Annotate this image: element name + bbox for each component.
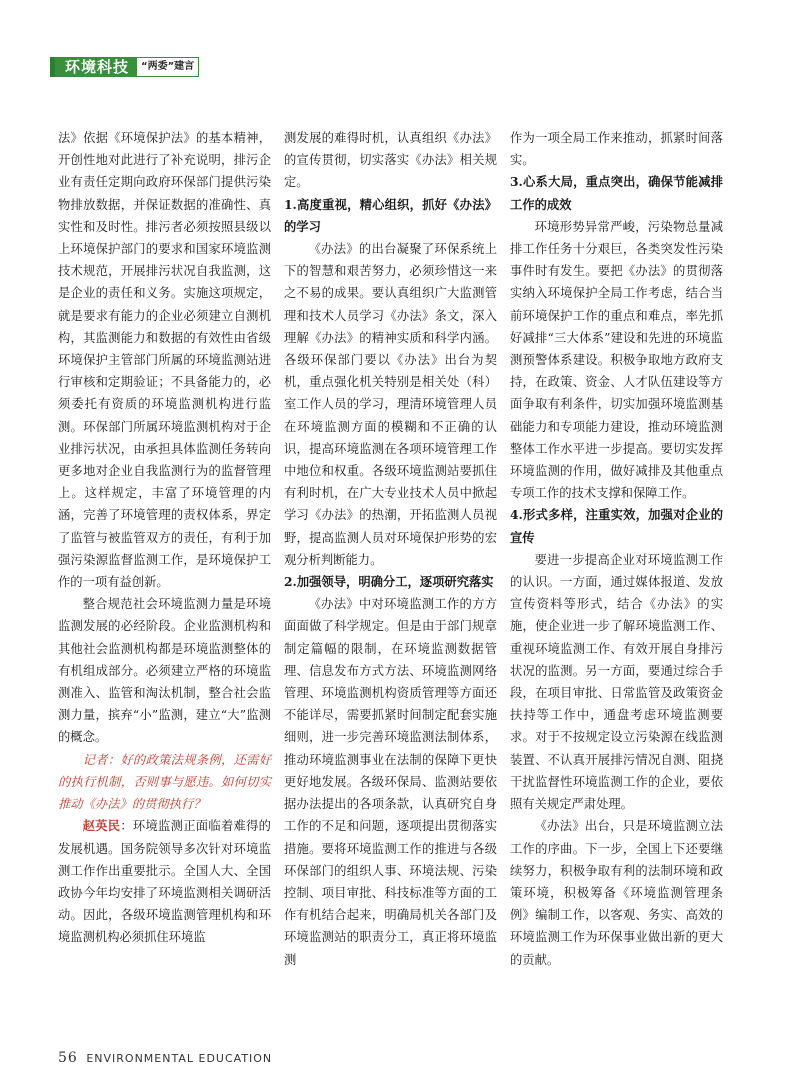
paragraph: 作为一项全局工作来推动，抓紧时间落实。 [510, 131, 723, 168]
paragraph: 环境形势异常严峻，污染物总量减排工作任务十分艰巨，各类突发性污染事件时有发生。要把《办法》的贯彻落实纳入环境保护全局工作考虑，结合当前环境保护工作的重点和难点，率先抓好减排“三大体系”建设和先进的环境监测预警体系建设。积极争取地方政府支持，在政策、资金、人才队伍建设等方面争取有利条件，切实加强环境监测基础能力和专项能力建设，推动环境监测整体工作水平进一步提高。要切实发挥环境监测的作用，做好减排及其他重点专项工作的技术支撑和保障工作。 [510, 219, 723, 501]
paragraph: 法》依据《环境保护法》的基本精神，开创性地对此进行了补充说明，排污企业有责任定期向政府环保部门提供污染物排放数据，并保证数据的准确性、真实性和及时性。排污者必须按照县级以上环境保护部门的要求和国家环境监测技术规范，开展排污状况自我监测，这是企业的责任和义务。实施这项规定，就是要求有能力的企业必须建立自测机构，其监测能力和数据的有效性由省级环境保护主管部门所属的环境监测站进行审核和定期验证；不具备能力的，必须委托有资质的环境监测机构进行监测。环保部门所属环境监测机构对于企业排污状况，由承担具体监测任务转向更多地对企业自我监测行为的监督管理上。这样规定，丰富了环境管理的内涵，完善了环境管理的责权体系，界定了监管与被监管双方的责任，有利于加强污染源监督监测工作，是环境保护工作的一项有益创新。 [58, 131, 271, 590]
paragraph: 《办法》中对环境监测工作的方方面面做了科学规定。但是由于部门规章制定篇幅的限制，在环境监测数据管理、信息发布方式方法、环境监测网络管理、环境监测机构资质管理等方面还不能详尽，需要抓紧时间制定配套实施细则，进一步完善环境监测法制体系，推动环境监测事业在法制的保障下更快更好地发展。各级环保局、监测站要依据办法提出的各项条款，认真研究自身工作的不足和问题，逐项提出贯彻落实措施。要将环境监测工作的推进与各级环保部门的组织人事、环境法规、污染控制、项目审批、科技标准等方面的工作有机结合起来，明确局机关各部门及环境监测站的职责分工，真正将环境监测 [284, 597, 497, 967]
paragraph: 测发展的难得时机，认真组织《办法》的宣传贯彻，切实落实《办法》相关规定。 [284, 131, 497, 190]
paragraph: 《办法》出台，只是环境监测立法工作的序曲。下一步，全国上下还要继续努力，积极争取有利的法制环境和政策环境，积极筹备《环境监测管理条例》编制工作，以客观、务实、高效的环境监测工作为环保事业做出新的更大的贡献。 [510, 819, 723, 967]
interview-question: 记者：好的政策法规条例，还需好的执行机制，否则事与愿违。如何切实推动《办法》的贯彻执行？ [58, 752, 271, 812]
section-title: 环境科技 [55, 57, 137, 77]
answer-text: ：环境监测正面临着难得的发展机遇。国务院领导多次针对环境监测工作作出重要批示。全国人大、全国政协今年均安排了环境监测相关调研活动。因此，各级环境监测管理机构和环境监测机构必须抓住环境监 [58, 819, 271, 945]
section-heading: 4.形式多样，注重实效，加强对企业的宣传 [510, 507, 723, 545]
section-heading: 2.加强领导，明确分工，逐项研究落实 [284, 574, 494, 590]
section-subtitle: “两委”建言 [137, 57, 199, 77]
paragraph: 整合规范社会环境监测力量是环境监测发展的必经阶段。企业监测机构和其他社会监测机构都是环境监测整体的有机组成部分。必须建立严格的环境监测准入、监管和淘汰机制，整合社会监测力量，摈弃“小”监测，建立“大”监测的概念。 [58, 597, 271, 745]
page-footer [58, 1050, 272, 1066]
section-header [50, 56, 199, 78]
page-number: 56 [58, 1050, 78, 1066]
journal-name: ENVIRONMENTAL EDUCATION [86, 1052, 273, 1065]
text-column-3 [510, 127, 723, 971]
text-column-2 [284, 127, 497, 971]
section-heading: 3.心系大局，重点突出，确保节能减排工作的成效 [510, 174, 723, 212]
section-heading: 1.高度重视，精心组织，抓好《办法》的学习 [284, 196, 497, 234]
text-column-1 [58, 127, 271, 949]
paragraph: 要进一步提高企业对环境监测工作的认识。一方面，通过媒体报道、发放宣传资料等形式，结合《办法》的实施，使企业进一步了解环境监测工作、重视环境监测工作、有效开展自身排污状况的监测。另一方面，要通过综合手段，在项目审批、日常监管及政策资金扶持等工作中，通盘考虑环境监测要求。对于不按规定设立污染源在线监测装置、不认真开展排污情况自测、阻挠干扰监督性环境监测工作的企业，要依照有关规定严肃处理。 [510, 552, 723, 812]
paragraph: 《办法》的出台凝聚了环保系统上下的智慧和艰苦努力，必须珍惜这一来之不易的成果。要认真组织广大监测管理和技术人员学习《办法》条文，深入理解《办法》的精神实质和科学内涵。各级环保部门要以《办法》出台为契机，重点强化机关特别是相关处（科）室工作人员的学习，理清环境管理人员在环境监测方面的模糊和不正确的认识，提高环境监测在各项环境管理工作中地位和权重。各级环境监测站要抓住有利时机，在广大专业技术人员中掀起学习《办法》的热潮，开拓监测人员视野，提高监测人员对环境保护形势的宏观分析判断能力。 [284, 242, 497, 567]
speaker-name: 赵英民 [82, 818, 121, 834]
interview-answer [58, 815, 271, 948]
